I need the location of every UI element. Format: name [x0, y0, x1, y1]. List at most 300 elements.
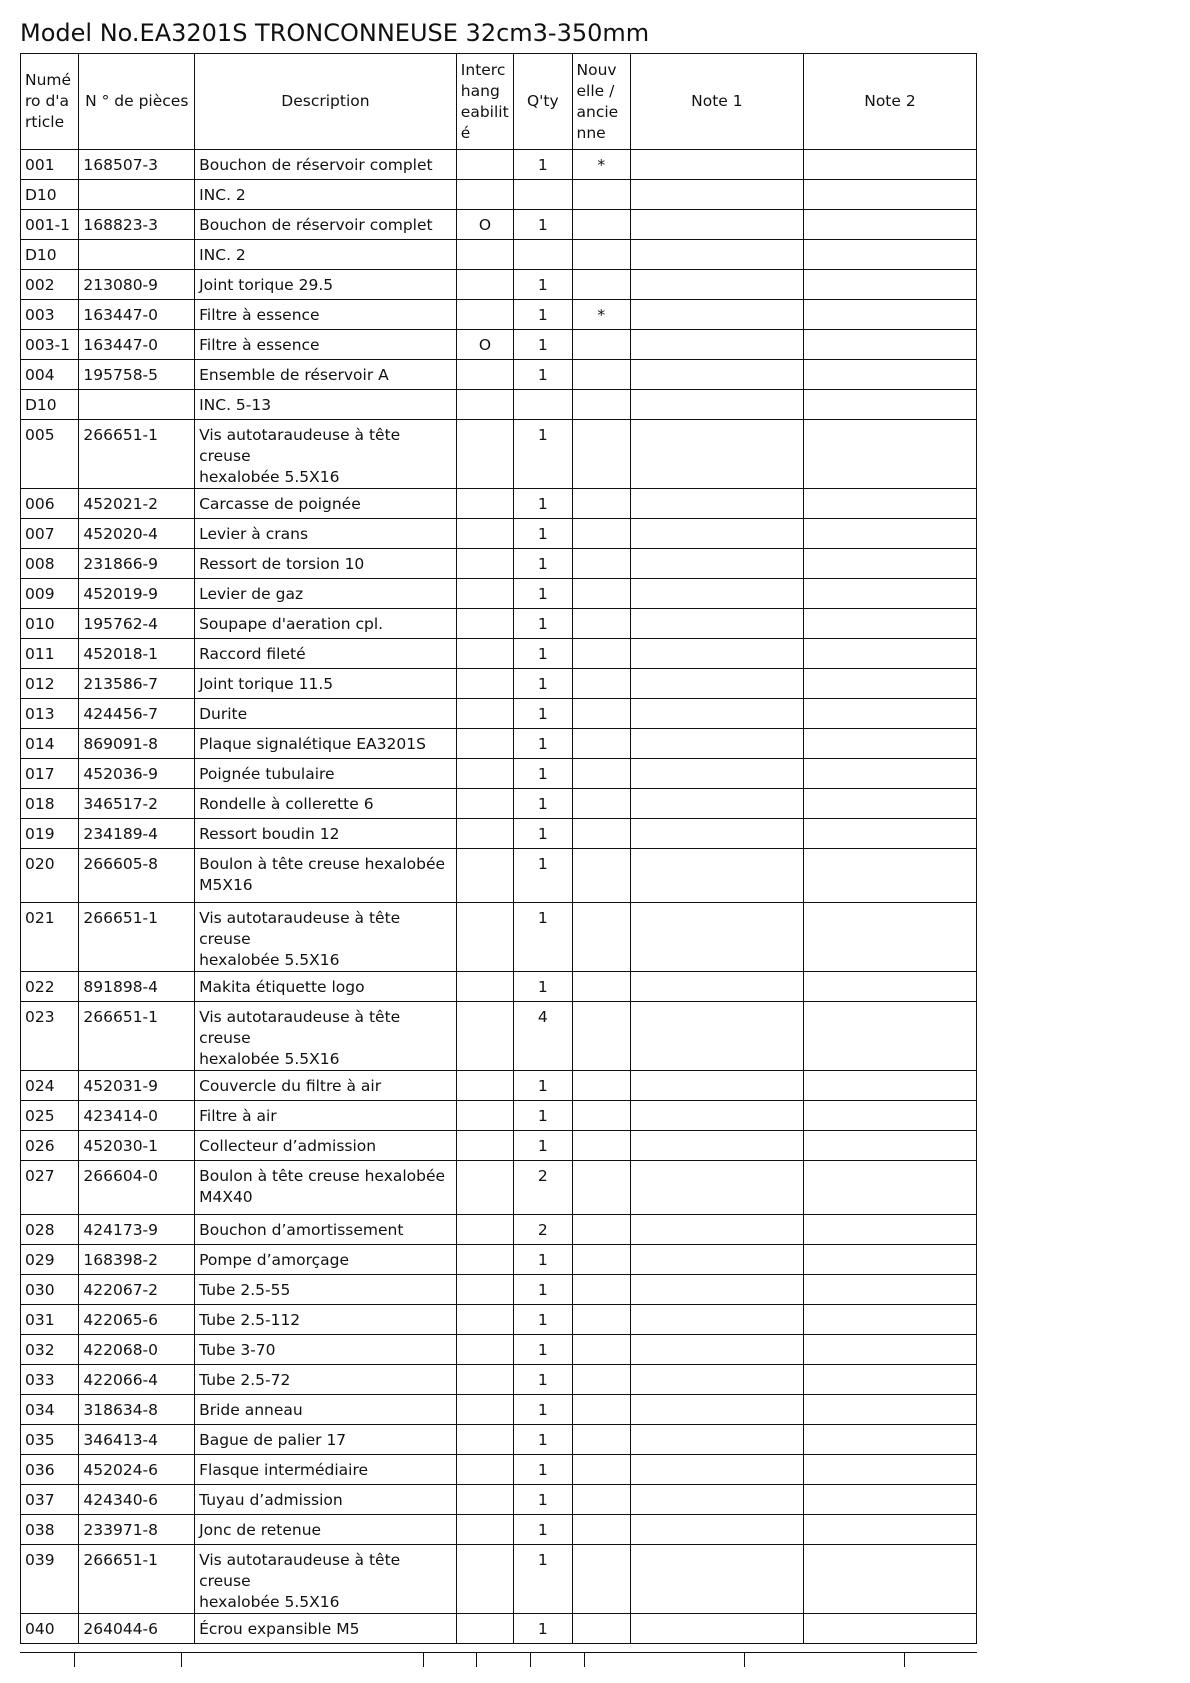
- table-row: [21, 1545, 977, 1614]
- note-1-cell: [630, 1002, 803, 1071]
- table-row: [21, 390, 977, 420]
- quantity-cell: 1: [514, 210, 572, 240]
- note-1-cell: [630, 1071, 803, 1101]
- table-row: [21, 1215, 977, 1245]
- note-2-cell: [803, 489, 976, 519]
- quantity-cell: 1: [514, 1614, 572, 1644]
- note-2-cell: [803, 972, 976, 1002]
- item-number-cell: 034: [21, 1395, 79, 1425]
- interchangeability-cell: [456, 789, 513, 819]
- quantity-cell: 1: [514, 699, 572, 729]
- interchangeability-cell: [456, 180, 513, 210]
- item-number-cell: 017: [21, 759, 79, 789]
- new-old-cell: [572, 1425, 630, 1455]
- interchangeability-cell: [456, 579, 513, 609]
- part-number-cell: 422068-0: [79, 1335, 195, 1365]
- note-1-cell: [630, 180, 803, 210]
- note-1-cell: [630, 1161, 803, 1215]
- note-1-cell: [630, 1215, 803, 1245]
- part-number-cell: 422065-6: [79, 1305, 195, 1335]
- item-number-cell: 038: [21, 1515, 79, 1545]
- interchangeability-cell: [456, 819, 513, 849]
- interchangeability-cell: [456, 489, 513, 519]
- new-old-cell: [572, 1455, 630, 1485]
- table-row: [21, 1485, 977, 1515]
- table-row: [21, 1395, 977, 1425]
- note-1-cell: [630, 1485, 803, 1515]
- table-row: [21, 759, 977, 789]
- item-number-cell: 035: [21, 1425, 79, 1455]
- new-old-cell: [572, 1365, 630, 1395]
- description-cell: Plaque signalétique EA3201S: [195, 729, 457, 759]
- column-header-label: Q'ty: [526, 92, 559, 110]
- parts-table: [20, 53, 977, 1644]
- table-row: [21, 519, 977, 549]
- new-old-cell: [572, 1545, 630, 1614]
- item-number-cell: 002: [21, 270, 79, 300]
- table-row: [21, 1335, 977, 1365]
- new-old-cell: [572, 1215, 630, 1245]
- column-header-label: N ° de pièces: [85, 92, 189, 110]
- note-1-cell: [630, 1305, 803, 1335]
- quantity-cell: 1: [514, 972, 572, 1002]
- description-cell: Makita étiquette logo: [195, 972, 457, 1002]
- interchangeability-cell: [456, 240, 513, 270]
- interchangeability-cell: [456, 609, 513, 639]
- description-cell: Jonc de retenue: [195, 1515, 457, 1545]
- note-1-cell: [630, 669, 803, 699]
- item-number-cell: 022: [21, 972, 79, 1002]
- column-header-new-old: [572, 54, 630, 150]
- note-2-cell: [803, 210, 976, 240]
- item-number-cell: 032: [21, 1335, 79, 1365]
- quantity-cell: 1: [514, 549, 572, 579]
- description-cell: Levier de gaz: [195, 579, 457, 609]
- part-number-cell: 264044-6: [79, 1614, 195, 1644]
- note-1-cell: [630, 390, 803, 420]
- part-number-cell: 213586-7: [79, 669, 195, 699]
- table-row: [21, 972, 977, 1002]
- part-number-cell: 168398-2: [79, 1245, 195, 1275]
- part-number-cell: 231866-9: [79, 549, 195, 579]
- part-number-cell: 168507-3: [79, 150, 195, 180]
- description-cell: Bouchon de réservoir complet: [195, 210, 457, 240]
- quantity-cell: 1: [514, 489, 572, 519]
- description-cell: Vis autotaraudeuse à tête creuse hexalobée 5.5X16: [195, 903, 457, 972]
- new-old-cell: [572, 270, 630, 300]
- description-cell: Bague de palier 17: [195, 1425, 457, 1455]
- part-number-cell: 318634-8: [79, 1395, 195, 1425]
- table-row: [21, 180, 977, 210]
- item-number-cell: 009: [21, 579, 79, 609]
- part-number-cell: 452018-1: [79, 639, 195, 669]
- column-header-description: [195, 54, 457, 150]
- quantity-cell: 1: [514, 759, 572, 789]
- new-old-cell: [572, 669, 630, 699]
- note-2-cell: [803, 1485, 976, 1515]
- note-2-cell: [803, 579, 976, 609]
- note-2-cell: [803, 849, 976, 903]
- new-old-cell: [572, 1071, 630, 1101]
- part-number-cell: [79, 240, 195, 270]
- interchangeability-cell: [456, 150, 513, 180]
- note-2-cell: [803, 420, 976, 489]
- item-number-cell: 024: [21, 1071, 79, 1101]
- interchangeability-cell: [456, 903, 513, 972]
- table-row: [21, 1275, 977, 1305]
- interchangeability-cell: [456, 1365, 513, 1395]
- note-2-cell: [803, 150, 976, 180]
- note-2-cell: [803, 1275, 976, 1305]
- table-row: [21, 903, 977, 972]
- description-cell: Soupape d'aeration cpl.: [195, 609, 457, 639]
- interchangeability-cell: [456, 1395, 513, 1425]
- description-cell: Vis autotaraudeuse à tête creuse hexalobée 5.5X16: [195, 1545, 457, 1614]
- interchangeability-cell: [456, 1002, 513, 1071]
- interchangeability-cell: [456, 669, 513, 699]
- item-number-cell: 039: [21, 1545, 79, 1614]
- note-2-cell: [803, 669, 976, 699]
- table-row: [21, 1515, 977, 1545]
- note-2-cell: [803, 609, 976, 639]
- quantity-cell: 1: [514, 1335, 572, 1365]
- description-cell: Tube 2.5-55: [195, 1275, 457, 1305]
- column-header-label: Numé ro d'a rticle: [25, 71, 72, 131]
- note-2-cell: [803, 759, 976, 789]
- new-old-cell: [572, 1515, 630, 1545]
- note-2-cell: [803, 699, 976, 729]
- quantity-cell: 1: [514, 1275, 572, 1305]
- interchangeability-cell: [456, 1131, 513, 1161]
- new-old-cell: [572, 330, 630, 360]
- new-old-cell: [572, 1101, 630, 1131]
- note-2-cell: [803, 1071, 976, 1101]
- item-number-cell: 037: [21, 1485, 79, 1515]
- note-1-cell: [630, 579, 803, 609]
- quantity-cell: 1: [514, 1485, 572, 1515]
- new-old-cell: [572, 903, 630, 972]
- interchangeability-cell: [456, 1305, 513, 1335]
- note-1-cell: [630, 1455, 803, 1485]
- part-number-cell: 346517-2: [79, 789, 195, 819]
- part-number-cell: 266651-1: [79, 420, 195, 489]
- part-number-cell: 452021-2: [79, 489, 195, 519]
- description-cell: Bouchon de réservoir complet: [195, 150, 457, 180]
- interchangeability-cell: [456, 360, 513, 390]
- description-cell: Bouchon d’amortissement: [195, 1215, 457, 1245]
- table-row: [21, 1071, 977, 1101]
- note-1-cell: [630, 489, 803, 519]
- note-1-cell: [630, 639, 803, 669]
- table-continuation-edge: [20, 1652, 977, 1667]
- item-number-cell: 031: [21, 1305, 79, 1335]
- part-number-cell: [79, 390, 195, 420]
- part-number-cell: 452020-4: [79, 519, 195, 549]
- interchangeability-cell: O: [456, 210, 513, 240]
- table-header-row: [21, 54, 977, 150]
- quantity-cell: 1: [514, 300, 572, 330]
- new-old-cell: [572, 972, 630, 1002]
- column-header-quantity: [514, 54, 572, 150]
- note-2-cell: [803, 1395, 976, 1425]
- table-row: [21, 270, 977, 300]
- quantity-cell: [514, 390, 572, 420]
- note-2-cell: [803, 1425, 976, 1455]
- description-cell: Collecteur d’admission: [195, 1131, 457, 1161]
- table-row: [21, 789, 977, 819]
- description-cell: Vis autotaraudeuse à tête creuse hexalobée 5.5X16: [195, 420, 457, 489]
- description-cell: Vis autotaraudeuse à tête creuse hexalobée 5.5X16: [195, 1002, 457, 1071]
- interchangeability-cell: [456, 1215, 513, 1245]
- new-old-cell: *: [572, 150, 630, 180]
- part-number-cell: [79, 180, 195, 210]
- part-number-cell: 452019-9: [79, 579, 195, 609]
- table-row: [21, 1305, 977, 1335]
- note-1-cell: [630, 1275, 803, 1305]
- note-2-cell: [803, 819, 976, 849]
- quantity-cell: 1: [514, 519, 572, 549]
- note-1-cell: [630, 1131, 803, 1161]
- interchangeability-cell: [456, 519, 513, 549]
- table-row: [21, 1002, 977, 1071]
- note-1-cell: [630, 360, 803, 390]
- interchangeability-cell: [456, 1485, 513, 1515]
- note-1-cell: [630, 240, 803, 270]
- note-1-cell: [630, 729, 803, 759]
- interchangeability-cell: [456, 549, 513, 579]
- part-number-cell: 423414-0: [79, 1101, 195, 1131]
- interchangeability-cell: O: [456, 330, 513, 360]
- new-old-cell: [572, 789, 630, 819]
- item-number-cell: D10: [21, 180, 79, 210]
- new-old-cell: *: [572, 300, 630, 330]
- note-2-cell: [803, 1215, 976, 1245]
- note-2-cell: [803, 300, 976, 330]
- item-number-cell: 007: [21, 519, 79, 549]
- description-cell: Filtre à essence: [195, 300, 457, 330]
- new-old-cell: [572, 390, 630, 420]
- part-number-cell: 266651-1: [79, 903, 195, 972]
- interchangeability-cell: [456, 849, 513, 903]
- new-old-cell: [572, 1335, 630, 1365]
- note-2-cell: [803, 1002, 976, 1071]
- item-number-cell: 029: [21, 1245, 79, 1275]
- description-cell: Boulon à tête creuse hexalobée M4X40: [195, 1161, 457, 1215]
- item-number-cell: 013: [21, 699, 79, 729]
- part-number-cell: 168823-3: [79, 210, 195, 240]
- table-row: [21, 1245, 977, 1275]
- description-cell: Filtre à air: [195, 1101, 457, 1131]
- note-2-cell: [803, 390, 976, 420]
- note-2-cell: [803, 1245, 976, 1275]
- item-number-cell: 023: [21, 1002, 79, 1071]
- table-row: [21, 1614, 977, 1644]
- description-cell: Levier à crans: [195, 519, 457, 549]
- new-old-cell: [572, 1395, 630, 1425]
- quantity-cell: 1: [514, 420, 572, 489]
- quantity-cell: 4: [514, 1002, 572, 1071]
- note-1-cell: [630, 210, 803, 240]
- item-number-cell: 025: [21, 1101, 79, 1131]
- table-row: [21, 1425, 977, 1455]
- table-row: [21, 699, 977, 729]
- quantity-cell: 1: [514, 579, 572, 609]
- quantity-cell: [514, 180, 572, 210]
- interchangeability-cell: [456, 1455, 513, 1485]
- table-row: [21, 360, 977, 390]
- item-number-cell: D10: [21, 390, 79, 420]
- note-1-cell: [630, 1335, 803, 1365]
- note-1-cell: [630, 972, 803, 1002]
- table-row: [21, 1161, 977, 1215]
- new-old-cell: [572, 639, 630, 669]
- note-1-cell: [630, 1425, 803, 1455]
- table-row: [21, 609, 977, 639]
- interchangeability-cell: [456, 300, 513, 330]
- quantity-cell: 1: [514, 1071, 572, 1101]
- part-number-cell: 452031-9: [79, 1071, 195, 1101]
- description-cell: Joint torique 11.5: [195, 669, 457, 699]
- description-cell: Pompe d’amorçage: [195, 1245, 457, 1275]
- part-number-cell: 266604-0: [79, 1161, 195, 1215]
- table-row: [21, 330, 977, 360]
- new-old-cell: [572, 1305, 630, 1335]
- new-old-cell: [572, 579, 630, 609]
- column-header-interchangeability: [456, 54, 513, 150]
- note-1-cell: [630, 699, 803, 729]
- note-1-cell: [630, 549, 803, 579]
- quantity-cell: 1: [514, 1305, 572, 1335]
- quantity-cell: 1: [514, 1395, 572, 1425]
- new-old-cell: [572, 210, 630, 240]
- table-row: [21, 150, 977, 180]
- note-2-cell: [803, 549, 976, 579]
- item-number-cell: 021: [21, 903, 79, 972]
- part-number-cell: 424340-6: [79, 1485, 195, 1515]
- note-1-cell: [630, 150, 803, 180]
- interchangeability-cell: [456, 1161, 513, 1215]
- part-number-cell: 266651-1: [79, 1545, 195, 1614]
- description-cell: Rondelle à collerette 6: [195, 789, 457, 819]
- table-row: [21, 849, 977, 903]
- item-number-cell: 011: [21, 639, 79, 669]
- interchangeability-cell: [456, 1245, 513, 1275]
- table-row: [21, 1101, 977, 1131]
- interchangeability-cell: [456, 1071, 513, 1101]
- quantity-cell: 1: [514, 849, 572, 903]
- column-header-label: Note 1: [691, 92, 743, 110]
- quantity-cell: 1: [514, 1515, 572, 1545]
- new-old-cell: [572, 609, 630, 639]
- part-number-cell: 452024-6: [79, 1455, 195, 1485]
- note-2-cell: [803, 180, 976, 210]
- quantity-cell: 1: [514, 1545, 572, 1614]
- note-1-cell: [630, 1245, 803, 1275]
- quantity-cell: 1: [514, 609, 572, 639]
- note-2-cell: [803, 1131, 976, 1161]
- quantity-cell: 1: [514, 729, 572, 759]
- part-number-cell: 452030-1: [79, 1131, 195, 1161]
- table-row: [21, 489, 977, 519]
- note-1-cell: [630, 420, 803, 489]
- item-number-cell: 036: [21, 1455, 79, 1485]
- quantity-cell: 1: [514, 1245, 572, 1275]
- note-2-cell: [803, 1365, 976, 1395]
- note-2-cell: [803, 1614, 976, 1644]
- note-1-cell: [630, 1614, 803, 1644]
- interchangeability-cell: [456, 1101, 513, 1131]
- item-number-cell: 005: [21, 420, 79, 489]
- new-old-cell: [572, 549, 630, 579]
- column-header-label: Nouv elle / ancie nne: [576, 60, 619, 142]
- note-2-cell: [803, 639, 976, 669]
- part-number-cell: 346413-4: [79, 1425, 195, 1455]
- interchangeability-cell: [456, 1614, 513, 1644]
- quantity-cell: 1: [514, 1365, 572, 1395]
- interchangeability-cell: [456, 699, 513, 729]
- description-cell: Raccord fileté: [195, 639, 457, 669]
- part-number-cell: 195762-4: [79, 609, 195, 639]
- interchangeability-cell: [456, 1275, 513, 1305]
- note-1-cell: [630, 1395, 803, 1425]
- note-1-cell: [630, 789, 803, 819]
- column-header-label: Interc hang eabilit é: [460, 60, 509, 142]
- interchangeability-cell: [456, 420, 513, 489]
- quantity-cell: 1: [514, 669, 572, 699]
- table-row: [21, 669, 977, 699]
- item-number-cell: 018: [21, 789, 79, 819]
- column-header-note-1: [630, 54, 803, 150]
- new-old-cell: [572, 1614, 630, 1644]
- quantity-cell: 1: [514, 150, 572, 180]
- new-old-cell: [572, 699, 630, 729]
- item-number-cell: 004: [21, 360, 79, 390]
- new-old-cell: [572, 1275, 630, 1305]
- note-2-cell: [803, 1515, 976, 1545]
- interchangeability-cell: [456, 972, 513, 1002]
- table-row: [21, 300, 977, 330]
- part-number-cell: 233971-8: [79, 1515, 195, 1545]
- column-header-note-2: [803, 54, 976, 150]
- part-number-cell: 163447-0: [79, 330, 195, 360]
- table-row: [21, 240, 977, 270]
- interchangeability-cell: [456, 639, 513, 669]
- item-number-cell: 040: [21, 1614, 79, 1644]
- item-number-cell: 020: [21, 849, 79, 903]
- quantity-cell: 2: [514, 1161, 572, 1215]
- note-2-cell: [803, 240, 976, 270]
- description-cell: Flasque intermédiaire: [195, 1455, 457, 1485]
- item-number-cell: 027: [21, 1161, 79, 1215]
- table-row: [21, 819, 977, 849]
- part-number-cell: 195758-5: [79, 360, 195, 390]
- note-2-cell: [803, 1305, 976, 1335]
- new-old-cell: [572, 1245, 630, 1275]
- part-number-cell: 869091-8: [79, 729, 195, 759]
- note-2-cell: [803, 1455, 976, 1485]
- description-cell: Filtre à essence: [195, 330, 457, 360]
- item-number-cell: D10: [21, 240, 79, 270]
- column-header-item-number: [21, 54, 79, 150]
- note-1-cell: [630, 1515, 803, 1545]
- note-2-cell: [803, 729, 976, 759]
- table-row: [21, 210, 977, 240]
- table-body: [21, 150, 977, 1644]
- description-cell: Ensemble de réservoir A: [195, 360, 457, 390]
- note-1-cell: [630, 1101, 803, 1131]
- quantity-cell: 1: [514, 1131, 572, 1161]
- note-1-cell: [630, 330, 803, 360]
